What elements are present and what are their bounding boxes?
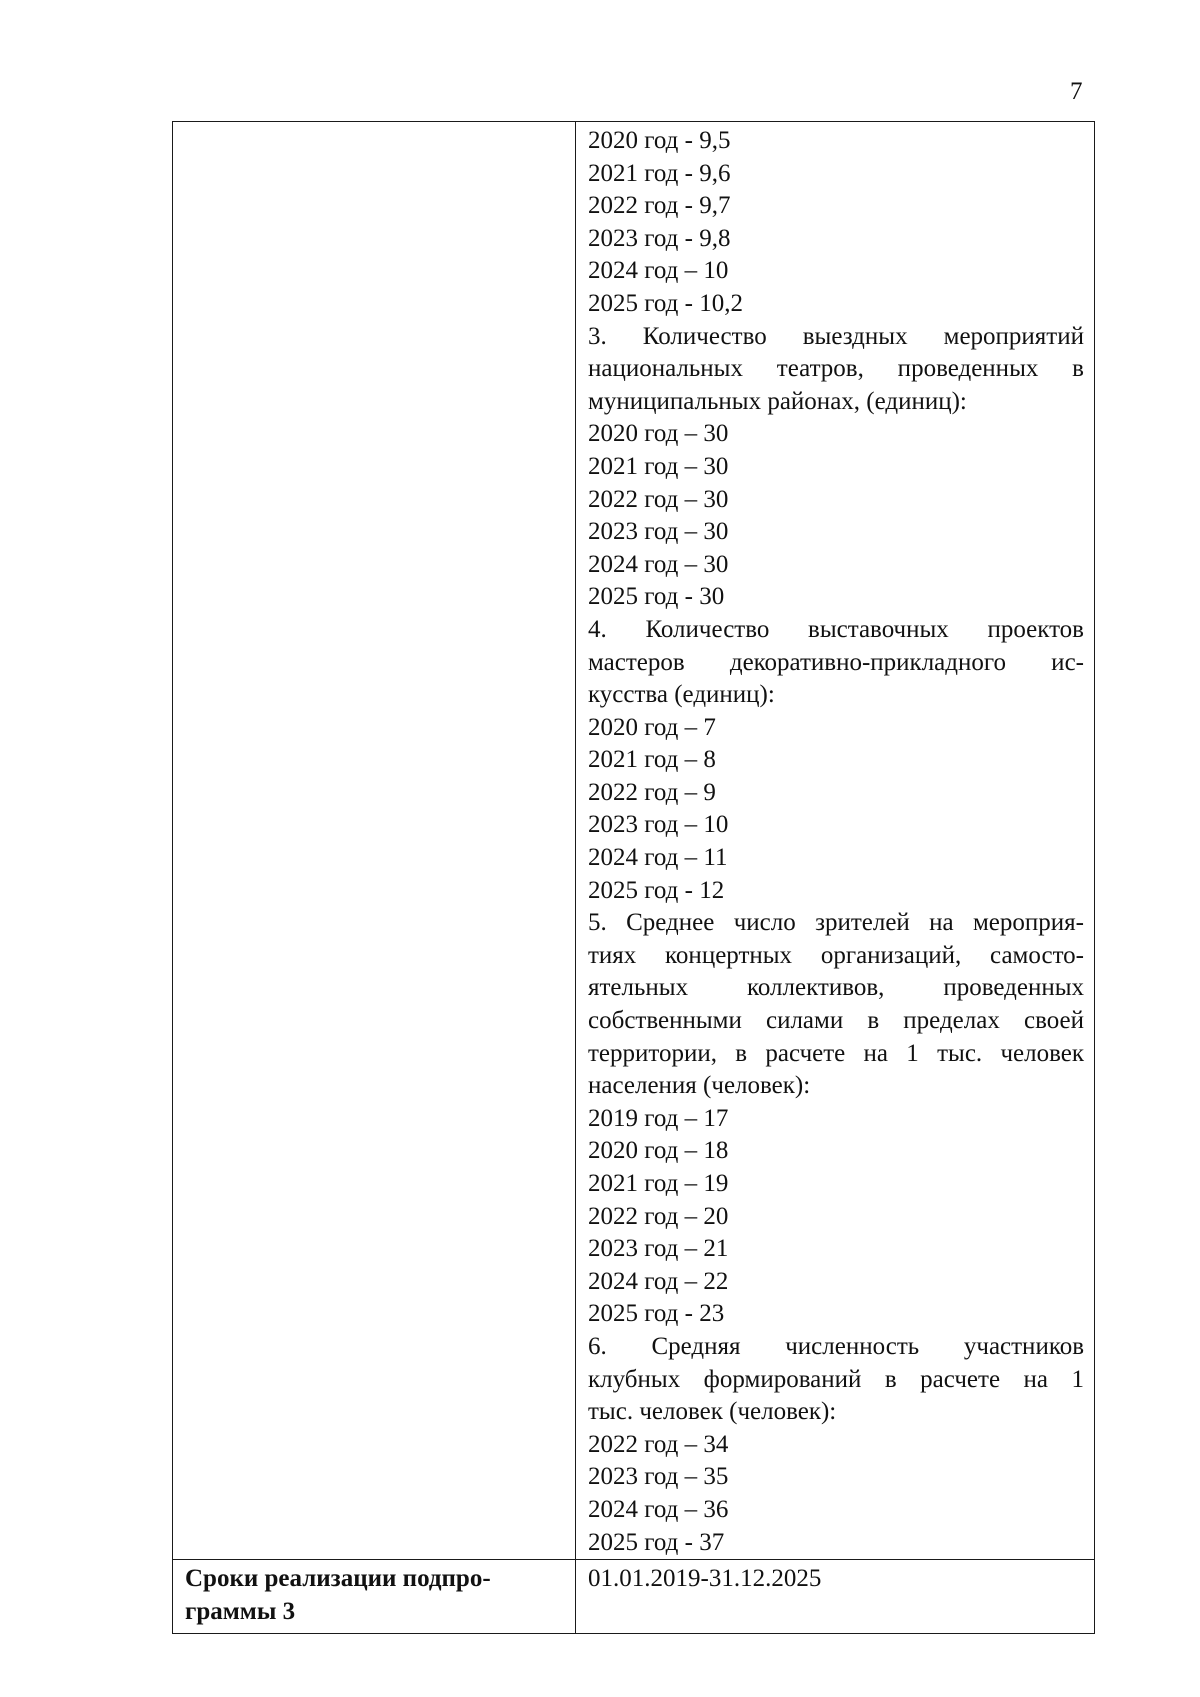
indicator-line: кусства (единиц): (588, 681, 775, 709)
indicator-line: 2023 год – 10 (588, 811, 729, 839)
indicator-line: собственными силами в пределах своей (588, 1007, 1084, 1035)
indicator-line: 2020 год – 30 (588, 420, 729, 448)
page-number: 7 (1070, 78, 1083, 105)
indicator-line: 2023 год – 21 (588, 1235, 729, 1263)
indicator-line: 2021 год - 9,6 (588, 159, 731, 187)
indicator-line: 2024 год – 36 (588, 1495, 729, 1523)
indicator-line: 2022 год – 34 (588, 1430, 729, 1458)
indicator-line: мастеров декоративно-прикладного ис- (588, 648, 1084, 676)
indicator-line: 2025 год - 30 (588, 583, 725, 611)
indicator-line: тиях концертных организаций, самосто- (588, 941, 1084, 969)
indicator-line: 2022 год – 20 (588, 1202, 729, 1230)
indicator-line: территории, в расчете на 1 тыс. человек (588, 1039, 1084, 1067)
indicator-line: 2022 год - 9,7 (588, 192, 731, 220)
indicator-line: 2022 год – 9 (588, 778, 716, 806)
implementation-period-label-line2: граммы 3 (185, 1597, 296, 1625)
indicators-label-cell (173, 122, 576, 1560)
indicator-line: муниципальных районах, (единиц): (588, 387, 967, 415)
indicator-line: 2021 год – 30 (588, 452, 729, 480)
indicator-line: 2020 год – 18 (588, 1137, 729, 1165)
indicator-line: ятельных коллективов, проведенных (588, 974, 1084, 1002)
indicator-line: 2019 год – 17 (588, 1104, 729, 1132)
indicator-line: 2024 год – 10 (588, 257, 729, 285)
indicator-line: национальных театров, проведенных в (588, 355, 1084, 383)
indicator-line: 2025 год - 12 (588, 876, 725, 904)
indicator-line: 2023 год – 35 (588, 1463, 729, 1491)
indicator-line: 2025 год - 10,2 (588, 289, 743, 317)
indicator-line: 2020 год – 7 (588, 713, 716, 741)
implementation-period-row (173, 1560, 1095, 1634)
implementation-period-value-cell (576, 1560, 1095, 1634)
indicator-line: 2024 год – 11 (588, 844, 728, 872)
indicator-line: 6. Средняя численность участников (588, 1332, 1084, 1360)
indicator-line: 2021 год – 19 (588, 1170, 729, 1197)
indicator-line: 3. Количество выездных мероприятий (588, 322, 1084, 350)
indicator-line: тыс. человек (человек): (588, 1398, 837, 1426)
implementation-period-value: 01.01.2019-31.12.2025 (588, 1565, 822, 1593)
indicator-line: клубных формирований в расчете на 1 (588, 1365, 1084, 1393)
indicator-line: 2023 год - 9,8 (588, 224, 731, 252)
indicator-line: 4. Количество выставочных проектов (588, 615, 1084, 643)
indicators-value-cell (576, 122, 1095, 1560)
implementation-period-label-cell (173, 1560, 576, 1634)
indicator-line: 2024 год – 22 (588, 1267, 729, 1295)
indicator-line: 2025 год - 37 (588, 1528, 725, 1556)
indicator-line: 5. Среднее число зрителей на мероприя- (588, 909, 1084, 937)
indicator-line: 2021 год – 8 (588, 746, 716, 774)
implementation-period-label-line1: Сроки реализации подпро- (185, 1565, 491, 1593)
indicator-line: 2020 год - 9,5 (588, 127, 731, 154)
indicator-line: 2025 год - 23 (588, 1300, 725, 1328)
program-passport-table (172, 121, 1095, 1634)
indicator-line: 2024 год – 30 (588, 550, 729, 578)
indicators-row (173, 122, 1095, 1560)
indicator-line: 2023 год – 30 (588, 518, 729, 546)
indicator-lines (576, 122, 1094, 1559)
indicator-line: населения (человек): (588, 1072, 811, 1100)
indicator-line: 2022 год – 30 (588, 485, 729, 513)
